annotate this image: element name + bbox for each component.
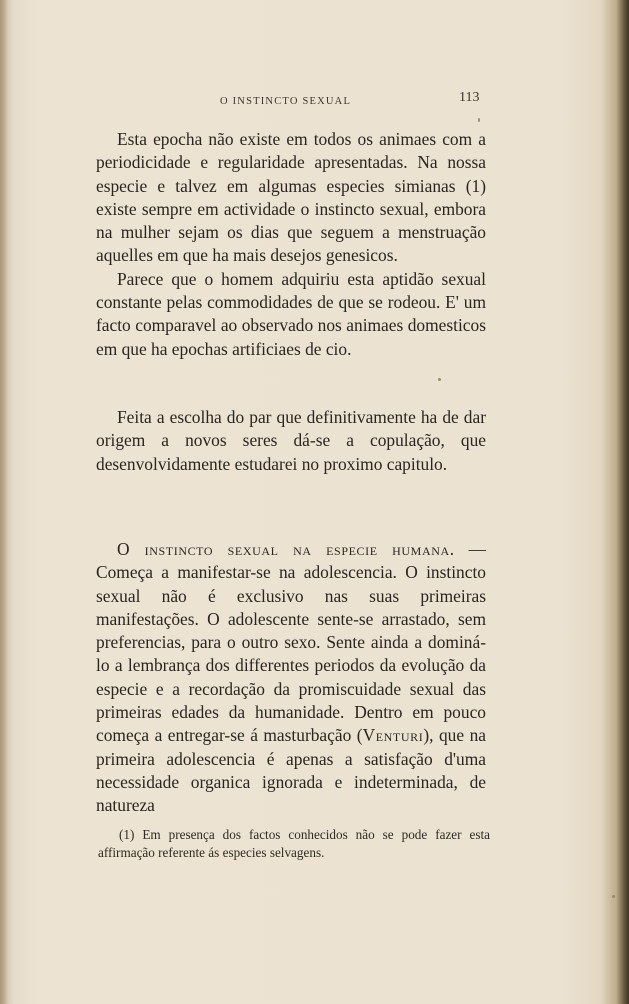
footnote: (1) Em presença dos factos conhecidos não se pode fazer esta affirmação referente ás especies selvagens. <box>98 827 490 860</box>
paragraph-2: Parece que o homem adquiriu esta aptidão sexual constante pelas commodidades de que se rodeou. E' um facto comparavel ao observado nos animaes domesticos em que ha epochas artificiaes de cio. <box>96 268 486 359</box>
section-heading: O instincto sexual na especie humana. <box>117 539 455 559</box>
section-block <box>96 538 486 818</box>
section-dash: — <box>454 539 486 559</box>
paper-speck <box>612 895 615 898</box>
paper-speck <box>438 378 441 381</box>
section-paragraph <box>96 538 486 818</box>
paragraph-3: Feita a escolha do par que definitivamente ha de dar origem a novos seres dá-se a copulação, que desenvolvidamente estudarei no proximo capitulo. <box>96 407 486 474</box>
cited-author-name: Venturi <box>362 725 424 746</box>
section-text-part-2: ), que na primeira adolescencia é apenas a satisfação d'uma necessidade organica ignorada e indeterminada, de natureza <box>96 725 486 816</box>
page-number: 113 <box>459 90 480 105</box>
paragraph-1: Esta epocha não existe em todos os animaes com a periodicidade e regularidade apresentadas. Na nossa especie e talvez em algumas especies simianas (1) existe sempre em actividade o instincto sexual, embora na mulher sejam os dias que seguem a menstruação aquelles em que ha mais desejos genesicos. <box>96 129 486 266</box>
running-head: O INSTINCTO SEXUAL <box>220 96 352 107</box>
text-block-2 <box>96 406 486 476</box>
section-text-part-1: Começa a manifestar-se na adolescencia. O instincto sexual não é exclusivo nas suas primeiras manifestações. O adolescente sente-se arrastado, sem preferencias, para o outro sexo. Sente ainda a dominá-lo a lembrança dos differentes periodos da evolução da especie e a recordação da promiscuidade sexual das primeiras edades da humanidade. Dentro em pouco começa a entregar-se á masturbação ( <box>96 562 486 746</box>
text-block-1 <box>96 128 486 361</box>
paper-speck <box>478 118 480 122</box>
page-gutter-shadow <box>0 0 8 1004</box>
